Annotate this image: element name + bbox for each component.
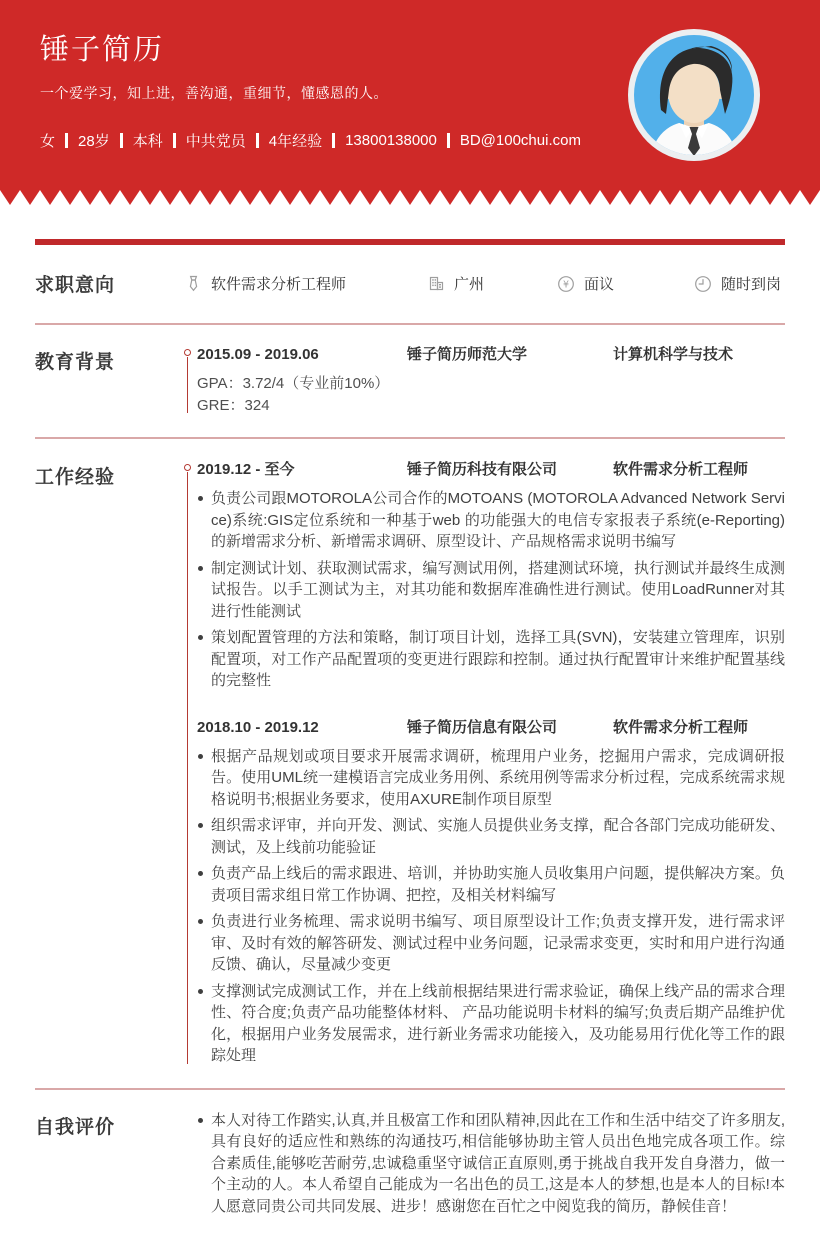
clock-icon [694,275,712,293]
timeline-dot [184,349,191,356]
gpa-line: GPA：3.72/4（专业前10%） [197,373,785,395]
age: 28岁 [78,130,110,151]
education-timeline [185,345,785,416]
education-period: 2015.09 - 2019.06 [197,345,407,365]
phone-number: 13800138000 [345,132,437,149]
intent-city-label: 广州 [454,273,484,294]
degree: 本科 [133,130,163,151]
gre-line: GRE：324 [197,395,785,417]
work-entry-header [197,460,785,480]
work-bullet: 制定测试计划、获取测试需求，编写测试用例，搭建测试环境，执行测试并最终生成测试报告。以手工测试为主，对其功能和数据库准确性进行测试。使用LoadRunner对其进行性能测试 [197,558,785,623]
resume-header [0,0,820,190]
work-company: 锤子简历信息有限公司 [407,718,613,738]
separator [65,133,68,148]
intent-position [185,273,428,294]
timeline-dot [184,464,191,471]
education-school: 锤子简历师范大学 [407,345,613,365]
timeline-line [187,472,188,1064]
work-bullet: 根据产品规划或项目要求开展需求调研，梳理用户业务，挖掘用户需求，完成调研报告。使用UML统一建模语言完成业务用例、系统用例等需求分析过程，完成系统需求规格说明书;根据业务要求，使用AXURE制作项目原型 [197,746,785,811]
education-major: 计算机科学与技术 [613,345,785,365]
intent-salary [557,273,694,294]
svg-text:¥: ¥ [563,279,569,290]
yen-circle-icon [557,275,575,293]
gender: 女 [40,130,55,151]
email: BD@100chui.com [460,132,581,149]
work-period: 2018.10 - 2019.12 [197,718,407,738]
separator [256,133,259,148]
section-education [35,325,785,437]
work-bullet: 组织需求评审，并向开发、测试、实施人员提供业务支撑，配合各部门完成功能研发、测试，及上线前功能验证 [197,815,785,858]
intent-city [428,273,557,294]
work-entry-2 [197,718,785,1067]
separator [447,133,450,148]
years-experience: 4年经验 [269,130,322,151]
intent-position-label: 软件需求分析工程师 [211,273,346,294]
work-role: 软件需求分析工程师 [613,718,785,738]
separator [173,133,176,148]
self-evaluation-text: 本人对待工作踏实,认真,并且极富工作和团队精神,因此在工作和生活中结交了许多朋友,具有良好的适应性和熟练的沟通技巧,相信能够协助主管人员出色地完成各项工作。综合素质佳,能够吃苦耐劳,忠诚稳重坚守诚信正直原则,勇于挑战自我开发自身潜力，做一个主动的人。本人希望自己能成为一名出色的员工,这是本人的梦想,也是本人的目标!本人愿意同贵公司共同发展、进步！感谢您在百忙之中阅览我的简历，静候佳音！ [197,1110,785,1218]
section-title-self-evaluation: 自我评价 [35,1110,185,1223]
tagline: 一个爱学习，知上进，善沟通，重细节，懂感恩的人。 [40,83,820,103]
work-bullet: 负责产品上线后的需求跟进、培训，并协助实施人员收集用户问题，提供解决方案。负责项目需求组日常工作协调、把控，及相关材料编写 [197,863,785,906]
zigzag-edge [0,190,820,205]
political-status: 中共党员 [186,130,246,151]
section-job-intention [35,245,785,323]
tie-icon [185,275,202,292]
work-role: 软件需求分析工程师 [613,460,785,480]
section-title-work: 工作经验 [35,460,185,1072]
work-bullet: 支撑测试完成测试工作，并在上线前根据结果进行需求验证，确保上线产品的需求合理性、符合度;负责产品功能整体材料、 产品功能说明卡材料的编写;负责后期产品维护优化，根据用户业务发展需求，进行新业务需求功能接入，及功能易用行优化等工作的跟踪处理 [197,981,785,1067]
avatar [627,28,761,162]
education-entry-header [197,345,785,365]
intent-availability [694,273,781,294]
building-icon [428,275,445,292]
intent-availability-label: 随时到岗 [721,273,781,294]
intent-salary-label: 面议 [584,273,614,294]
timeline-line [187,357,188,413]
work-company: 锤子简历科技有限公司 [407,460,613,480]
section-title-education: 教育背景 [35,345,185,416]
section-self-evaluation [35,1090,785,1242]
work-bullet: 策划配置管理的方法和策略，制订项目计划，选择工具(SVN)，安装建立管理库，识别配置项，对工作产品配置项的变更进行跟踪和控制。通过执行配置审计来维护配置基线的完整性 [197,627,785,692]
separator [120,133,123,148]
page-title: 锤子简历 [40,27,820,68]
work-bullet: 负责公司跟MOTOROLA公司合作的MOTOANS (MOTOROLA Advanced Network Service)系统:GIS定位系统和一种基于web 的功能强大的电信专家报表子系统(e-Reporting)的新增需求分析、新增需求调研、原型设计、产品规格需求说明书编写 [197,488,785,553]
work-entry-header [197,718,785,738]
work-period: 2019.12 - 至今 [197,460,407,480]
work-entry-1 [197,460,785,692]
work-timeline [185,460,785,1067]
separator [332,133,335,148]
section-title-job-intention: 求职意向 [35,270,185,297]
section-work-experience [35,439,785,1088]
work-bullet: 负责进行业务梳理、需求说明书编写、项目原型设计工作;负责支撑开发，进行需求评审、及时有效的解答研发、测试过程中业务问题，记录需求变更，实时和用户进行沟通反馈、确认，尽量减少变更 [197,911,785,976]
